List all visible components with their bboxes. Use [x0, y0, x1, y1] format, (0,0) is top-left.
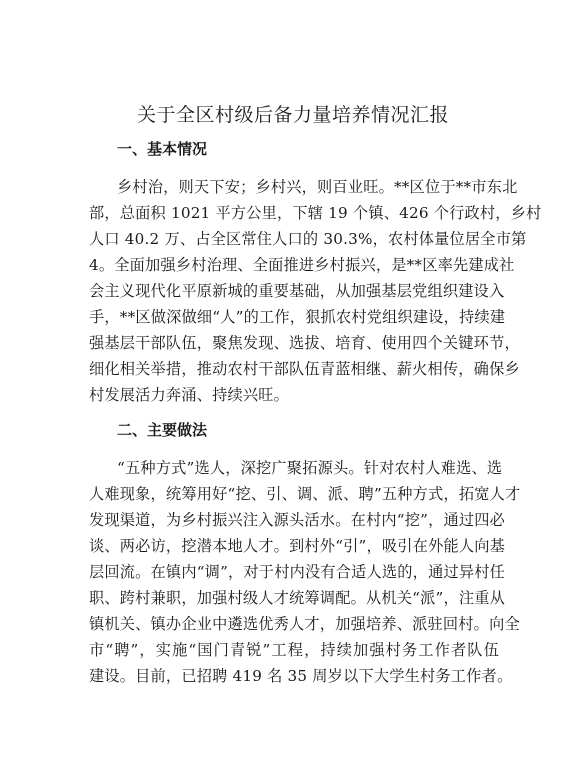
paragraph-line: 4。全面加强乡村治理、全面推进乡村振兴，是**区率先建成社 [89, 256, 515, 274]
section-heading-main-practices: 二、主要做法 [117, 421, 208, 439]
paragraph-line: 建设。目前，已招聘 419 名 35 周岁以下大学生村务工作者。 [89, 667, 513, 685]
paragraph-line: 人口 40.2 万、占全区常住人口的 30.3%，农村体量位居全市第 [89, 230, 527, 248]
paragraph-line: 部，总面积 1021 平方公里，下辖 19 个镇、426 个行政村，乡村 [89, 204, 542, 222]
paragraph-line: 职、跨村兼职，加强村级人才统筹调配。从机关“派”，注重从 [89, 589, 506, 607]
paragraph-line: 镇机关、镇办企业中遴选优秀人才，加强培养、派驻回村。向全 [89, 615, 520, 633]
paragraph-line: 手，**区做深做细“人”的工作，狠抓农村党组织建设，持续建 [89, 308, 506, 326]
paragraph-line: 会主义现代化平原新城的重要基础，从加强基层党组织建设入 [89, 282, 505, 300]
paragraph-line: “五种方式”选人，深挖广聚拓源头。针对农村人难选、选 [117, 459, 503, 477]
paragraph-line: 乡村治，则天下安；乡村兴，则百业旺。**区位于**市东北 [117, 178, 518, 196]
document-title: 关于全区村级后备力量培养情况汇报 [136, 104, 449, 126]
paragraph-line: 细化相关举措，推动农村干部队伍青蓝相继、薪火相传，确保乡 [89, 360, 520, 378]
paragraph-line: 强基层干部队伍，聚焦发现、选拔、培育、使用四个关键环节， [89, 334, 520, 352]
section-heading-basic-info: 一、基本情况 [117, 140, 208, 158]
paragraph-line: 发现渠道，为乡村振兴注入源头活水。在村内“挖”，通过四必 [89, 511, 506, 529]
paragraph-line: 村发展活力奔涌、持续兴旺。 [89, 386, 290, 404]
paragraph-line: 谈、两必访，挖潜本地人才。到村外“引”，吸引在外能人向基 [89, 537, 506, 555]
paragraph-line: 人难现象，统筹用好“挖、引、调、派、聘”五种方式，拓宽人才 [89, 485, 521, 503]
paragraph-line: 市“聘”，实施“国门青锐”工程，持续加强村务工作者队伍 [89, 641, 499, 659]
paragraph-line: 层回流。在镇内“调”，对于村内没有合适人选的，通过异村任 [89, 563, 506, 581]
